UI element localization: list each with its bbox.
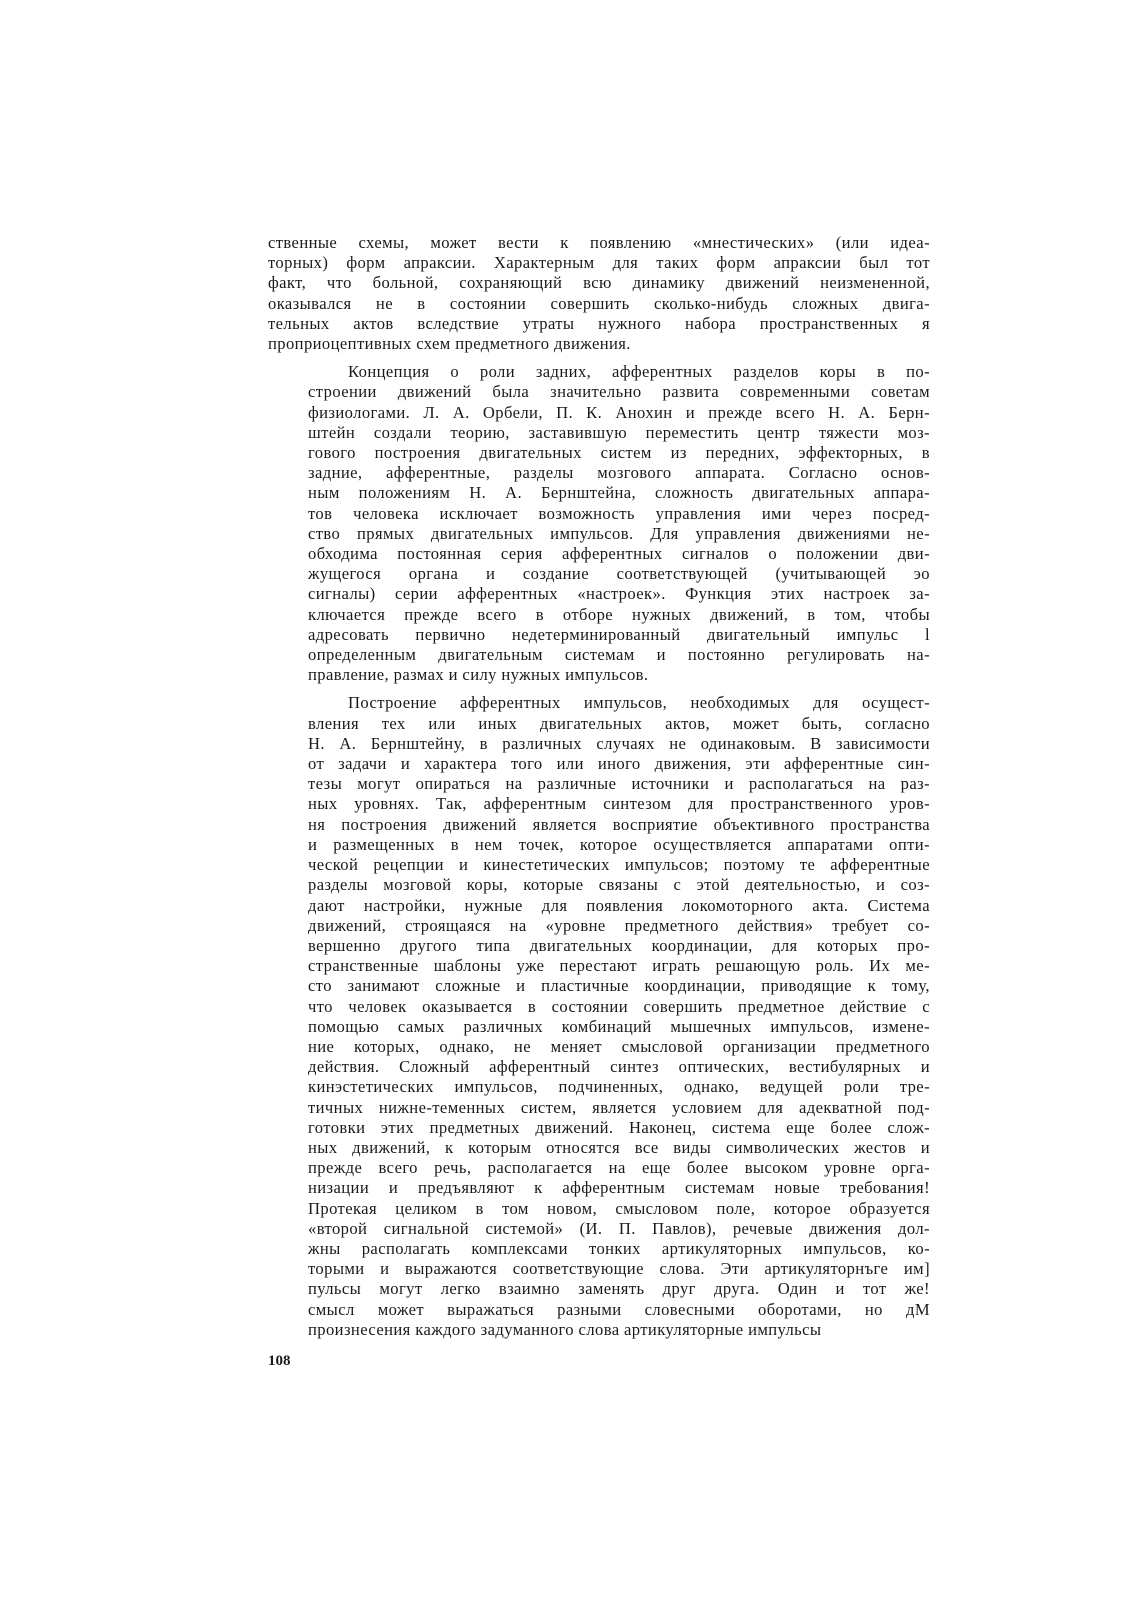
text-line: низации и предъявляют к афферентным системам новые требования! (308, 1178, 930, 1198)
text-line: торыми и выражаются соответствующие слова. Эти артикуляторнъге им] (308, 1259, 930, 1279)
text-line: обходима постоянная серия афферентных сигналов о положении дви- (308, 544, 930, 564)
text-line: правление, размах и силу нужных импульсов. (308, 665, 649, 685)
page-body (268, 233, 930, 1340)
text-line: смысл может выражаться разными словесными оборотами, но дМ (308, 1299, 930, 1319)
paragraph (268, 233, 930, 354)
paragraph (268, 362, 930, 685)
text-line: адресовать первично недетерминированный двигательный импульс l (308, 624, 930, 644)
text-line: ных движений, к которым относятся все виды символических жестов и (308, 1137, 930, 1157)
text-line: прежде всего речь, располагается на еще более высоком уровне орга- (308, 1158, 930, 1178)
text-line: движений, строящаяся на «уровне предметного действия» требует со- (308, 915, 930, 935)
text-line: тичных нижне-теменных систем, является условием для адекватной под- (308, 1097, 930, 1117)
text-line: разделы мозговой коры, которые связаны с этой деятельностью, и соз- (308, 875, 930, 895)
text-line: ние которых, однако, не меняет смысловой организации предметного (308, 1036, 930, 1056)
text-line: ческой рецепции и кинестетических импульсов; поэтому те афферентные (308, 855, 930, 875)
text-line: тов человека исключает возможность управления ими через посред- (308, 503, 930, 523)
text-line: проприоцептивных схем предметного движения. (268, 334, 631, 354)
text-line: от задачи и характера того или иного движения, эти афферентные син- (308, 754, 930, 774)
text-line: гового построения двигательных систем из передних, эффекторных, в (308, 443, 930, 463)
page-number: 108 (268, 1353, 291, 1369)
text-line: жны располагать комплексами тонких артикуляторных импульсов, ко- (308, 1238, 930, 1258)
text-line: ключается прежде всего в отборе нужных движений, в том, чтобы (308, 604, 930, 624)
text-line: ственные схемы, может вести к появлению «мнестических» (или идеа- (268, 233, 930, 252)
paragraph (268, 693, 930, 1340)
text-line: сто занимают сложные и пластичные координации, приводящие к тому, (308, 976, 930, 996)
text-line: вления тех или иных двигательных актов, может быть, согласно (308, 713, 930, 733)
text-line: факт, что больной, сохраняющий всю динамику движений неизмененной, (268, 273, 930, 293)
text-line: оказывался не в состоянии совершить сколько-нибудь сложных двига- (268, 293, 930, 313)
text-line: дают настройки, нужные для появления локомоторного акта. Система (308, 895, 930, 915)
text-line: жущегося органа и создание соответствующей (учитывающей эо (308, 564, 930, 584)
text-line: ство прямых двигательных импульсов. Для управления движениями не- (308, 523, 930, 543)
text-line: ным положениям Н. А. Бернштейна, сложность двигательных аппара- (308, 483, 930, 503)
text-line: Концепция о роли задних, афферентных разделов коры в по- (348, 362, 930, 382)
text-line: что человек оказывается в состоянии совершить предметное действие с (308, 996, 930, 1016)
text-line: тезы могут опираться на различные источники и располагаться на раз- (308, 774, 930, 794)
text-line: готовки этих предметных движений. Наконец, система еще более слож- (308, 1117, 930, 1137)
text-line: «второй сигнальной системой» (И. П. Павлов), речевые движения дол- (308, 1218, 930, 1238)
text-line: Построение афферентных импульсов, необходимых для осущест- (348, 693, 930, 713)
text-line: строении движений была значительно развита современными советам (308, 382, 930, 402)
text-line: кинэстетических импульсов, подчиненных, однако, ведущей роли тре- (308, 1077, 930, 1097)
text-line: ных уровнях. Так, афферентным синтезом для пространственного уров- (308, 794, 930, 814)
text-line: сигналы) серии афферентных «настроек». Функция этих настроек за- (308, 584, 930, 604)
text-line: странственные шаблоны уже перестают играть решающую роль. Их ме- (308, 956, 930, 976)
text-line: помощью самых различных комбинаций мышечных импульсов, измене- (308, 1016, 930, 1036)
text-line: тельных актов вследствие утраты нужного набора пространственных я (268, 313, 930, 333)
text-line: и размещенных в нем точек, которое осуществляется аппаратами опти- (308, 834, 930, 854)
text-line: торных) форм апраксии. Характерным для таких форм апраксии был тот (268, 253, 930, 273)
text-line: задние, афферентные, разделы мозгового аппарата. Согласно основ- (308, 463, 930, 483)
text-line: Н. А. Бернштейну, в различных случаях не одинаковым. В зависимости (308, 733, 930, 753)
text-line: определенным двигательным системам и постоянно регулировать на- (308, 645, 930, 665)
text-line: произнесения каждого задуманного слова артикуляторные импульсы (308, 1319, 822, 1339)
text-line: пульсы могут легко взаимно заменять друг друга. Один и тот же! (308, 1279, 930, 1299)
text-line: действия. Сложный афферентный синтез оптических, вестибулярных и (308, 1057, 930, 1077)
text-line: физиологами. Л. А. Орбели, П. К. Анохин и прежде всего Н. А. Берн- (308, 402, 930, 422)
text-line: Протекая целиком в том новом, смысловом поле, которое образуется (308, 1198, 930, 1218)
text-line: ня построения движений является восприятие объективного пространства (308, 814, 930, 834)
text-line: вершенно другого типа двигательных координации, для которых про- (308, 935, 930, 955)
text-line: штейн создали теорию, заставившую переместить центр тяжести моз- (308, 422, 930, 442)
